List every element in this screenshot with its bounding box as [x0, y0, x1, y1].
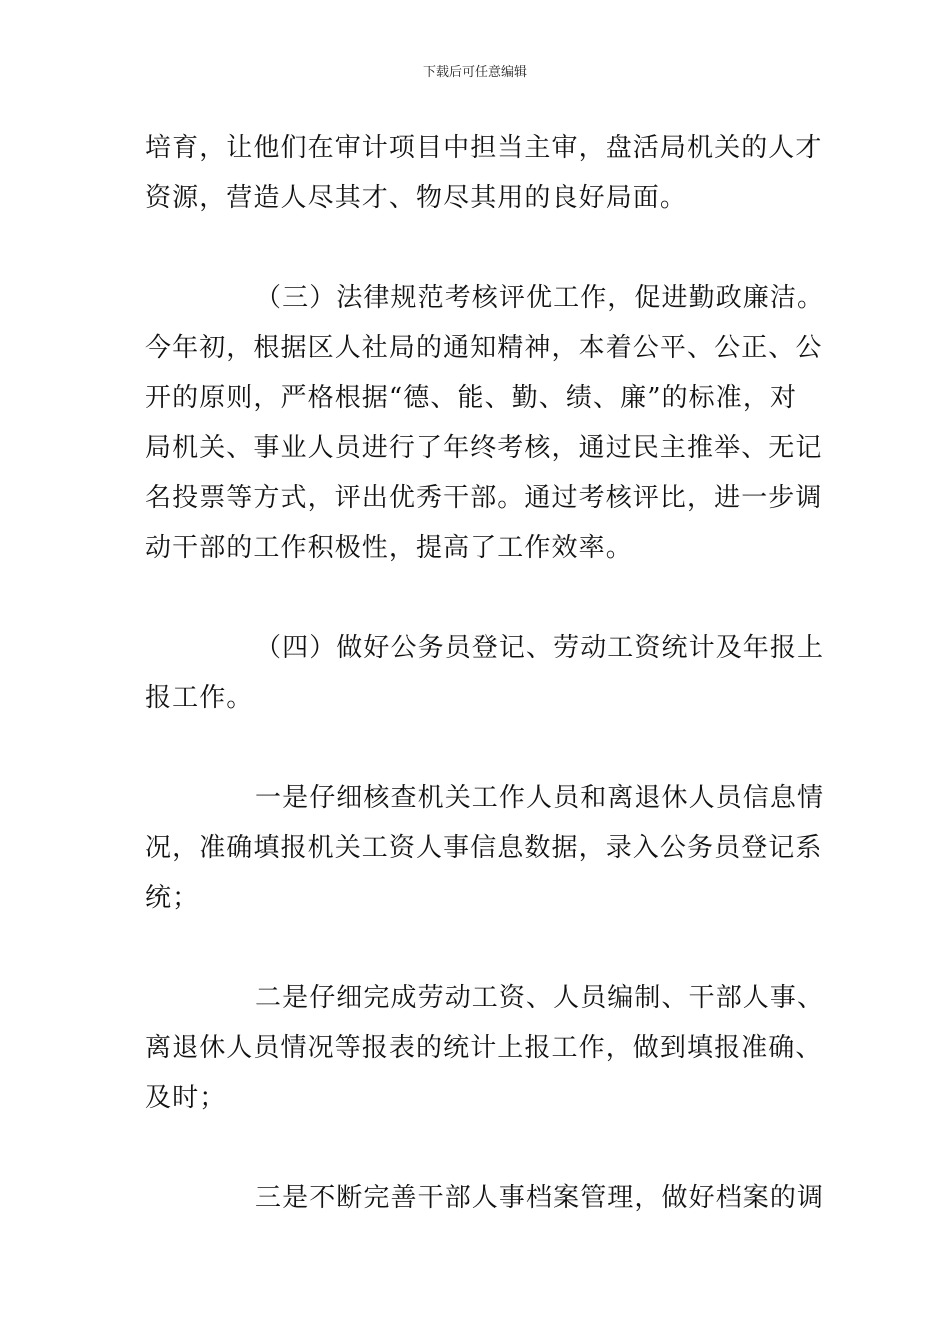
text-line: 培育，让他们在审计项目中担当主审，盘活局机关的人才: [145, 133, 823, 163]
text-line: 今年初，根据区人社局的通知精神，本着公平、公正、公: [145, 333, 823, 363]
text-line: 三是不断完善干部人事档案管理，做好档案的调: [255, 1183, 825, 1213]
paragraph-6: [145, 1173, 825, 1223]
text-line: 离退休人员情况等报表的统计上报工作，做到填报准确、: [145, 1033, 823, 1063]
text-line: 二是仔细完成劳动工资、人员编制、干部人事、: [255, 983, 825, 1013]
paragraph-1: [145, 123, 823, 223]
text-line: 报工作。: [145, 683, 254, 713]
text-line: （四）做好公务员登记、劳动工资统计及年报上: [255, 633, 825, 663]
text-line: 统；: [145, 883, 200, 913]
text-line: 动干部的工作积极性，提高了工作效率。: [145, 533, 633, 563]
text-line: 开的原则，严格根据“德、能、勤、绩、廉”的标准，对: [145, 383, 798, 413]
paragraph-5: [145, 973, 825, 1123]
page-header-note: 下载后可任意编辑: [422, 65, 527, 80]
paragraph-3: [145, 623, 825, 723]
text-line: （三）法律规范考核评优工作，促进勤政廉洁。: [255, 283, 825, 313]
text-line: 及时；: [145, 1083, 227, 1113]
paragraph-4: [145, 773, 825, 923]
text-line: 资源，营造人尽其才、物尽其用的良好局面。: [145, 183, 688, 213]
document-body: [145, 123, 825, 1223]
text-line: 况，准确填报机关工资人事信息数据，录入公务员登记系: [145, 833, 823, 863]
text-line: 名投票等方式，评出优秀干部。通过考核评比，进一步调: [145, 483, 823, 513]
paragraph-2: [145, 273, 825, 573]
text-line: 一是仔细核查机关工作人员和离退休人员信息情: [255, 783, 825, 813]
text-line: 局机关、事业人员进行了年终考核，通过民主推举、无记: [145, 433, 823, 463]
